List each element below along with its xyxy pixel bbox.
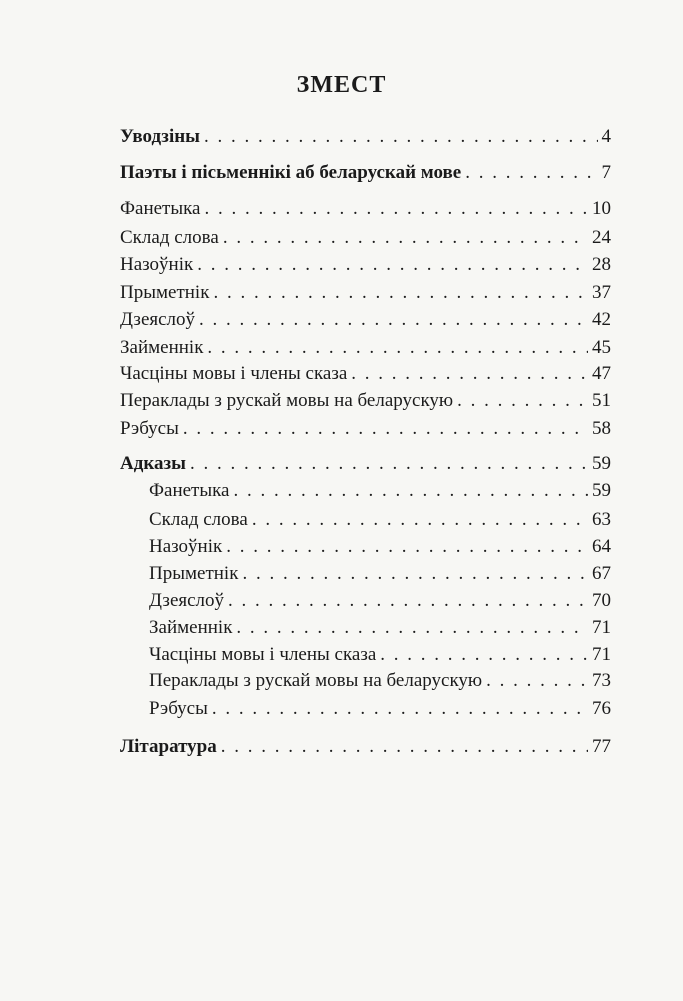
- toc-entry: [120, 308, 611, 332]
- dot-leader: [207, 336, 588, 360]
- toc-entry-label: Рэбусы: [149, 698, 208, 719]
- dot-leader: [205, 197, 589, 221]
- toc-entry-page: 47: [592, 363, 611, 384]
- toc-entry-page: 58: [592, 418, 611, 439]
- toc-entry-label: Назоўнік: [149, 536, 223, 557]
- dot-leader: [183, 417, 588, 441]
- dot-leader: [486, 669, 588, 693]
- toc-entry-page: 67: [592, 563, 611, 584]
- toc-entry-label: Фанетыка: [149, 480, 230, 501]
- toc-entry: [120, 161, 611, 185]
- dot-leader: [242, 562, 588, 586]
- toc-entry-page: 71: [592, 644, 611, 665]
- dot-leader: [213, 281, 588, 305]
- toc-entry-page: 51: [592, 390, 611, 411]
- toc-entry: [120, 281, 611, 305]
- toc-entry-page: 73: [592, 670, 611, 691]
- toc-entry-label: Пераклады з рускай мовы на беларускую: [149, 670, 483, 691]
- toc-entry: [149, 697, 611, 721]
- toc-entry-page: 70: [592, 590, 611, 611]
- toc-entry: [120, 197, 611, 221]
- toc-entry-page: 71: [592, 617, 611, 638]
- toc-entry-label: Фанетыка: [120, 198, 201, 219]
- toc-entry-page: 45: [592, 337, 611, 358]
- toc-entry-label: Прыметнік: [120, 282, 210, 303]
- toc-entry-label: Пераклады з рускай мовы на беларускую: [120, 390, 454, 411]
- toc-entry: [120, 362, 611, 386]
- toc-entry-page: 4: [601, 126, 611, 147]
- toc-entry: [120, 417, 611, 441]
- dot-leader: [228, 589, 588, 613]
- toc-entry-label: Часціны мовы і члены сказа: [149, 644, 377, 665]
- toc-entry-label: Назоўнік: [120, 254, 194, 275]
- toc-entry: [149, 562, 611, 586]
- dot-leader: [226, 535, 588, 559]
- dot-leader: [457, 389, 588, 413]
- toc-entry-page: 59: [592, 453, 611, 474]
- toc-entry: [120, 735, 611, 759]
- toc-entry-page: 63: [592, 509, 611, 530]
- toc-entry: [149, 508, 611, 532]
- toc-entry-label: Адказы: [120, 453, 186, 474]
- toc-entry-page: 28: [592, 254, 611, 275]
- dot-leader: [223, 226, 588, 250]
- toc-entry-page: 37: [592, 282, 611, 303]
- toc-entry-label: Літаратура: [120, 736, 217, 757]
- toc-entry-page: 77: [592, 736, 611, 757]
- toc-entry-label: Уводзіны: [120, 126, 201, 147]
- toc-entry-page: 42: [592, 309, 611, 330]
- toc-entry-label: Паэты і пісьменнікі аб беларускай мове: [120, 162, 462, 183]
- dot-leader: [351, 362, 588, 386]
- toc-entry-label: Займеннік: [120, 337, 204, 358]
- dot-leader: [236, 616, 588, 640]
- toc-entry-page: 24: [592, 227, 611, 248]
- toc-entry-label: Склад слова: [120, 227, 219, 248]
- toc-entry: [149, 479, 611, 503]
- dot-leader: [197, 253, 588, 277]
- toc-entry-label: Склад слова: [149, 509, 248, 530]
- toc-entry-label: Займеннік: [149, 617, 233, 638]
- toc-entry: [120, 389, 611, 413]
- toc-entry-page: 64: [592, 536, 611, 557]
- toc-entry-page: 59: [592, 480, 611, 501]
- toc-entry-label: Прыметнік: [149, 563, 239, 584]
- toc-entry: [149, 535, 611, 559]
- dot-leader: [380, 643, 588, 667]
- toc-entry-page: 10: [592, 198, 611, 219]
- dot-leader: [234, 479, 589, 503]
- toc-entry-label: Дзеяслоў: [120, 309, 196, 330]
- toc-entry: [149, 589, 611, 613]
- dot-leader: [212, 697, 588, 721]
- dot-leader: [199, 308, 588, 332]
- toc-entry-label: Дзеяслоў: [149, 590, 225, 611]
- dot-leader: [190, 452, 588, 476]
- toc-entry: [149, 643, 611, 667]
- toc-entry: [120, 253, 611, 277]
- page-title: ЗМЕСТ: [296, 72, 387, 98]
- toc-entry-page: 7: [601, 162, 611, 183]
- dot-leader: [465, 161, 597, 185]
- toc-entry: [120, 452, 611, 476]
- toc-entry: [120, 125, 611, 149]
- dot-leader: [252, 508, 588, 532]
- toc-entry-label: Часціны мовы і члены сказа: [120, 363, 348, 384]
- toc-entry-label: Рэбусы: [120, 418, 179, 439]
- dot-leader: [221, 735, 588, 759]
- toc-entry-page: 76: [592, 698, 611, 719]
- dot-leader: [204, 125, 597, 149]
- toc-entry: [120, 336, 611, 360]
- toc-entry: [120, 226, 611, 250]
- toc-entry: [149, 669, 611, 693]
- toc-entry: [149, 616, 611, 640]
